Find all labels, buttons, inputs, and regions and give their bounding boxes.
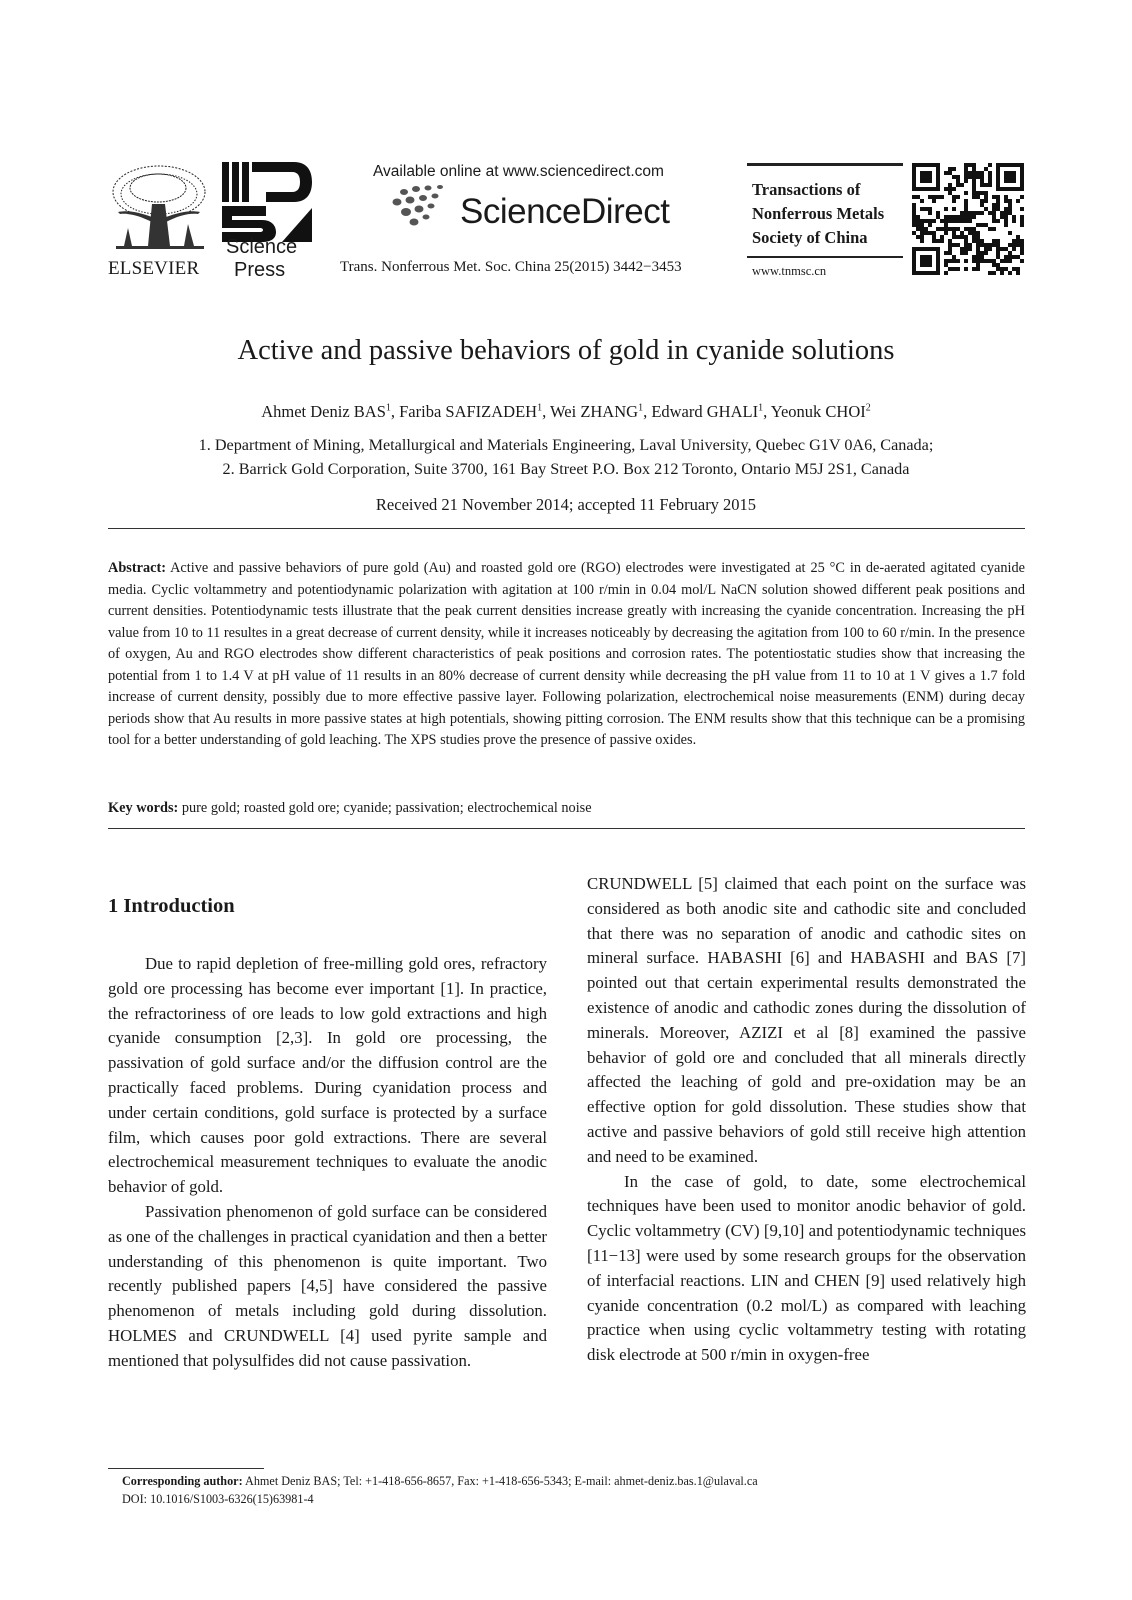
sciencedirect-dots-logo-icon xyxy=(390,184,450,228)
author-affiliation-mark: 1 xyxy=(385,402,391,414)
author-affiliation-mark: 1 xyxy=(638,402,644,414)
author-name: Ahmet Deniz BAS xyxy=(261,402,386,421)
author-affiliation-mark: 1 xyxy=(758,402,764,414)
science-press-press: Press xyxy=(234,259,286,281)
qr-code-icon[interactable] xyxy=(912,163,1024,275)
divider-top xyxy=(108,528,1025,529)
author-name: Yeonuk CHOI xyxy=(770,402,866,421)
author-name: Wei ZHANG xyxy=(550,402,639,421)
science-press-logo-icon xyxy=(222,162,314,242)
abstract-label: Abstract: xyxy=(108,560,166,576)
paragraph: In the case of gold, to date, some electrochemical techniques have been used to monitor anodic behavior of gold. Cyclic voltammetry (CV) [9,10] and potentiodynamic techniques [11−13] were used by some research groups for the observation of interfacial reactions. LIN and CHEN [9] used relatively high cyanide concentration (0.2 mol/L) as compared with leaching practice when using cyclic voltammetry testing with rotating disk electrode at 500 r/min in oxygen-free xyxy=(587,1171,1026,1365)
keywords-text: pure gold; roasted gold ore; cyanide; passivation; electrochemical noise xyxy=(181,800,592,816)
paper-title: Active and passive behaviors of gold in cyanide solutions xyxy=(237,335,895,366)
elsevier-wordmark: ELSEVIER xyxy=(108,258,200,279)
affiliation-2: 2. Barrick Gold Corporation, Suite 3700, 161 Bay Street P.O. Box 212 Toronto, Ontario M5J 2S1, Canada xyxy=(222,460,910,478)
elsevier-tree-logo-icon xyxy=(108,162,210,254)
author-name: Edward GHALI xyxy=(651,402,759,421)
footnote-label: Corresponding author: xyxy=(122,1474,243,1488)
received-dates: Received 21 November 2014; accepted 11 February 2015 xyxy=(375,495,757,514)
paragraph: Due to rapid depletion of free-milling gold ores, refractory gold ore processing has become ever important [1]. In practice, the refractoriness of ore leads to low gold extractions and high cyanide consumption [2,3]. In gold ore processing, the passivation of gold surface and/or the diffusion control are the practically faced problems. During cyanidation process and under certain conditions, gold surface is protected by a surface film, which causes poor gold extractions. There are several electrochemical measurement techniques to evaluate the anodic behavior of gold. xyxy=(108,954,547,1197)
keywords-label: Key words: xyxy=(108,800,179,816)
abstract xyxy=(108,558,1025,752)
author-name: Fariba SAFIZADEH xyxy=(399,402,538,421)
paragraph: CRUNDWELL [5] claimed that each point on the surface was considered as both anodic site and cathodic site and concluded that there was no separation of anodic and cathodic sites on mineral surface. HABASHI [6] and HABASHI and BAS [7] pointed out that certain experimental results demonstrated the existence of anodic and cathodic zones during the dissolution of minerals. Moreover, AZIZI et al [8] examined the passive behavior of gold ore and concluded that all minerals directly affected the leaching of gold and pre-oxidation may be an effective option for gold dissolution. These studies show that active and passive behaviors of gold still receive high attention and need to be examined. xyxy=(587,874,1026,1166)
sciencedirect-wordmark: ScienceDirect xyxy=(460,192,670,231)
author-affiliation-mark: 2 xyxy=(865,402,871,414)
affiliation-1: 1. Department of Mining, Metallurgical and Materials Engineering, Laval University, Quebec G1V 0A6, Canada; xyxy=(198,436,934,454)
abstract-text: Active and passive behaviors of pure gold (Au) and roasted gold ore (RGO) electrodes were investigated at 25 °C in de-aerated agitated cyanide media. Cyclic voltammetry and potentiodynamic polarization with agitation at 100 r/min in 0.04 mol/L NaCN solution showed different peak positions and current densities. Potentiodynamic tests illustrate that the peak current densities increase greatly with increasing the cyanide concentration. Increasing the pH value from 10 to 11 resultes in a great decrease of current density, while it increases noticeably by decreasing the agitation from 100 to 60 r/min. In the presence of oxygen, Au and RGO electrodes show different characteristics of peak positions and corrosion rates. The potentiostatic studies show that increasing the potential from 1 to 1.4 V at pH value of 11 results in an 80% decrease of current density while decreasing the pH value from 11 to 10 at 1 V gives a 1.7 fold increase of current density, possibly due to more effective passive layer. Following polarization, electrochemical noise measurements (ENM) during decay periods show that Au results in more passive states at high potentials, showing pitting corrosion. The ENM results show that this technique can be a promising tool for a better understanding of gold leaching. The XPS studies prove the presence of passive oxides. xyxy=(108,560,1025,748)
divider-bottom xyxy=(108,828,1025,829)
left-column xyxy=(108,952,547,1374)
journal-citation: Trans. Nonferrous Met. Soc. China 25(2015) 3442−3453 xyxy=(340,259,682,275)
journal-name-line-3: Society of China xyxy=(752,228,868,247)
journal-name-line-1: Transactions of xyxy=(752,180,861,199)
journal-name-top-rule xyxy=(747,163,903,166)
corresponding-author-footnote xyxy=(122,1474,758,1489)
footnote-rule xyxy=(108,1468,264,1469)
available-online-text: Available online at www.sciencedirect.com xyxy=(373,163,664,180)
footnote-text: Ahmet Deniz BAS; Tel: +1-418-656-8657, Fax: +1-418-656-5343; E-mail: ahmet-deniz.bas.1@ulaval.ca xyxy=(245,1474,758,1488)
journal-url: www.tnmsc.cn xyxy=(752,264,827,278)
doi: DOI: 10.1016/S1003-6326(15)63981-4 xyxy=(122,1492,314,1506)
right-column xyxy=(587,872,1026,1368)
paragraph: Passivation phenomenon of gold surface can be considered as one of the challenges in practical cyanidation and then a better understanding of this phenomenon is quite important. Two recently published papers [4,5] have considered the passive phenomenon of metals including gold during dissolution. HOLMES and CRUNDWELL [4] used pyrite sample and mentioned that polysulfides did not cause passivation. xyxy=(108,1201,547,1370)
author-affiliation-mark: 1 xyxy=(537,402,543,414)
journal-name-line-2: Nonferrous Metals xyxy=(752,204,885,223)
journal-name-bottom-rule xyxy=(747,256,903,258)
keywords xyxy=(108,800,1025,817)
author-list: Ahmet Deniz BAS$^1$, Fariba SAFIZADEH$^1$, Wei ZHANG$^1$, Edward GHALI$^1$, Yeonuk CHOI$^2$ xyxy=(261,402,871,421)
section-heading: 1 Introduction xyxy=(108,895,235,917)
science-press-science: Science xyxy=(226,236,298,258)
